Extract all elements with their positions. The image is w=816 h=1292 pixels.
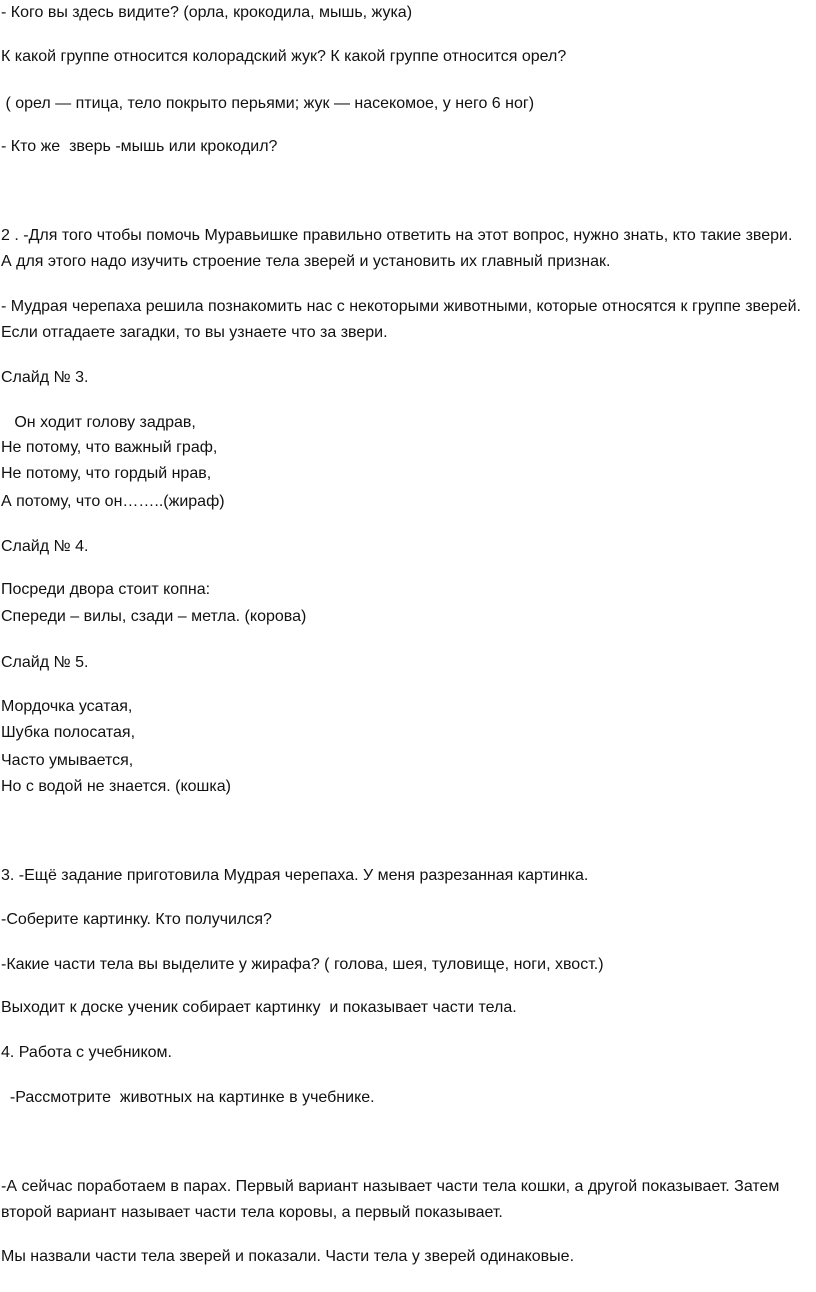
paragraph-section-3: 3. -Ещё задание приготовила Мудрая черепаха. У меня разрезанная картинка. <box>1 867 589 884</box>
paragraph-pair-work: -А сейчас поработаем в парах. Первый вариант называет части тела кошки, а другой показывает. Затем второй вариант называет части тела коровы, а первый показывает. <box>1 1178 780 1221</box>
riddle-giraffe-line: Не потому, что гордый нрав, <box>1 465 212 482</box>
riddle-cat-line: Шубка полосатая, <box>1 724 136 741</box>
paragraph-student-board: Выходит к доске ученик собирает картинку и показывает части тела. <box>1 999 517 1016</box>
slide-3-heading: Слайд № 3. <box>1 369 89 386</box>
riddle-cow-line: Спереди – вилы, сзади – метла. (корова) <box>1 608 307 625</box>
paragraph-conclusion: Мы назвали части тела зверей и показали. Части тела у зверей одинаковые. <box>1 1248 575 1265</box>
paragraph-turtle-intro: - Мудрая черепаха решила познакомить нас с некоторыми животными, которые относятся к группе зверей. Если отгадаете загадки, то вы узнаете что за звери. <box>1 298 801 341</box>
paragraph-assemble-picture: -Соберите картинку. Кто получился? <box>1 911 272 928</box>
paragraph-answer-groups: ( орел — птица, тело покрыто перьями; жук — насекомое, у него 6 ног) <box>1 95 535 112</box>
paragraph-section-2: 2 . -Для того чтобы помочь Муравьишке правильно ответить на этот вопрос, нужно знать, кто такие звери. А для этого надо изучить строение тела зверей и установить их главный признак. <box>1 227 793 270</box>
riddle-cat-line: Часто умывается, <box>1 752 134 769</box>
riddle-cat-line: Но с водой не знается. (кошка) <box>1 778 231 795</box>
slide-4-heading: Слайд № 4. <box>1 538 89 555</box>
paragraph-question-beast: - Кто же зверь -мышь или крокодил? <box>1 138 278 155</box>
paragraph-question-groups: К какой группе относится колорадский жук? К какой группе относится орел? <box>1 48 567 65</box>
riddle-cat-line: Мордочка усатая, <box>1 698 133 715</box>
slide-5-heading: Слайд № 5. <box>1 654 89 671</box>
riddle-cow-line: Посреди двора стоит копна: <box>1 581 211 598</box>
riddle-giraffe-line: А потому, что он……..(жираф) <box>1 493 225 510</box>
paragraph-giraffe-parts: -Какие части тела вы выделите у жирафа? ( голова, шея, туловище, ноги, хвост.) <box>1 956 604 973</box>
paragraph-section-4: 4. Работа с учебником. <box>1 1044 172 1061</box>
paragraph-textbook: -Рассмотрите животных на картинке в учебнике. <box>1 1089 375 1106</box>
riddle-giraffe-line: Не потому, что важный граф, <box>1 439 218 456</box>
riddle-giraffe-line: Он ходит голову задрав, <box>1 414 196 431</box>
paragraph-question-who: - Кого вы здесь видите? (орла, крокодила, мышь, жука) <box>1 4 413 21</box>
